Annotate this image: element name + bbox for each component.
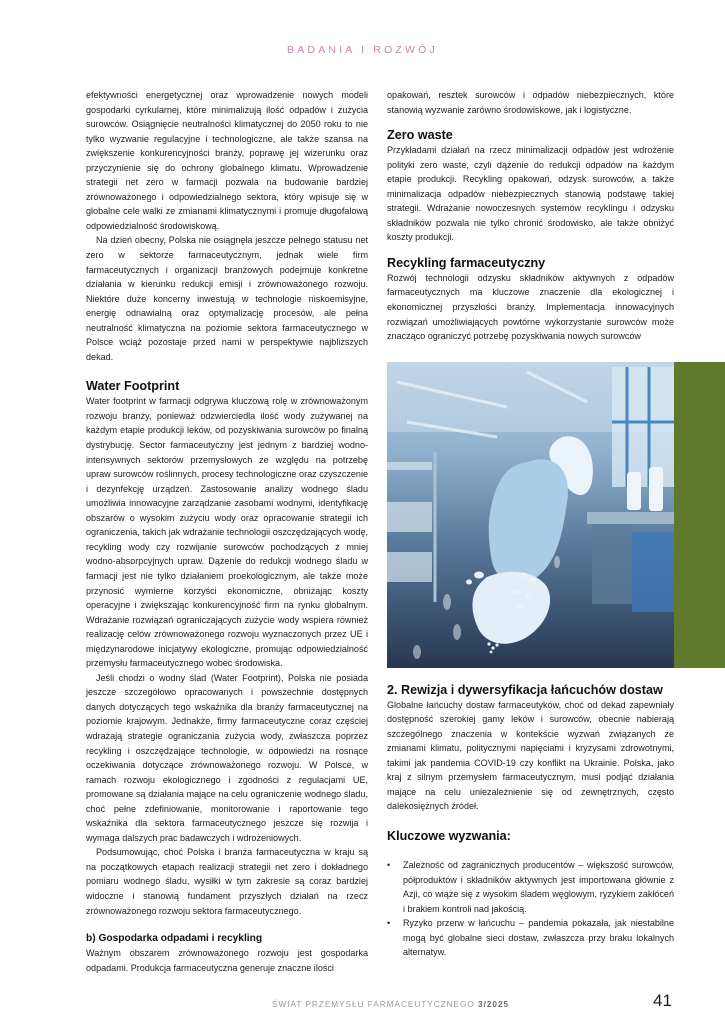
bullet-icon: • xyxy=(387,918,391,929)
challenges-list xyxy=(387,858,674,960)
page-number: 41 xyxy=(653,991,672,1010)
list-item xyxy=(387,858,674,916)
paragraph-water-footprint: Water footprint w farmacji odgrywa kluczową rolę w zrównoważonym rozwoju branży, ponieważ odzwierciedla ilość wody zużywanej na każdym etapie produkcji leków, od pozyskiwania surowców po finalną dystrybucję. Sector farmaceutyczny jest jednym z bardziej wodno-intensywnych sektorów przemysłowych ze względu na potrzebę upraw surowców roślinnych, procesy technologiczne oraz czyszczenie i dezynfekcję urządzeń. Zastosowanie analizy wodnego śladu umożliwia innowacyjne zarządzanie zasobami wodnymi, identyfikację obszarów o wysokim zużyciu wody oraz opracowanie strategii ich ograniczenia, takich jak wdrażanie technologii oszczędzających wodę, recykling wody czy rozwijanie surowców pochodzących z mniej wodno-absorpcyjnych upraw. Dążenie do redukcji wodnego śladu w farmacji jest nie tylko działaniem proekologicznym, ale także może przynosić wymierne korzyści ekonomiczne, obniżając koszty operacyjne i zwiększając konkurencyjność firm na rynku globalnym. Wdrażanie rozwiązań ograniczających zużycie wody wspiera również realizację celów zrównoważonego rozwoju wyznaczonych przez UE i międzynarodowe inicjatywy ekologiczne, promując odpowiedzialność przemysłu farmaceutycznego wobec środowiska. xyxy=(86,396,368,669)
accent-color-band xyxy=(674,362,725,668)
lab-footprint-photo xyxy=(387,362,674,668)
footprint-icon xyxy=(466,436,593,653)
paragraph-water-poland: Jeśli chodzi o wodny ślad (Water Footprint), Polska nie posiada jeszcze szczegółowo opracowanych i powszechnie dostępnych danych dotyczących tego wskaźnika dla branży farmaceutycznej na poziomie krajowym. Jednakże, firmy farmaceutyczne coraz częściej wdrażają strategie ograniczania zużycia wody, zwłaszcza poprzez recykling i oszczędzające technologie, w odpowiedzi na rosnące oczekiwania dotyczące zrównoważonego rozwoju. W Polsce, w ramach rozwoju ekologicznego i zgodności z regulacjami UE, promowane są działania mające na celu ograniczenie wodnego śladu, choć pełne zdefiniowanie, monitorowanie i raportowanie tego wskaźnika dla sektora farmaceutycznego jeszcze się rozwija i wymaga dalszych prac badawczych i wdrożeniowych. xyxy=(86,672,368,843)
heading-key-challenges: Kluczowe wyzwania: xyxy=(387,829,511,844)
section-running-head: BADANIA I ROZWÓJ xyxy=(287,44,438,56)
paragraph-supply-chain: Globalne łańcuchy dostaw farmaceutyków, choć od dekad zapewniały dostępność szerokiej gamy leków i surowców, obecnie nabierają szczególnego znaczenia w kontekście wyzwań związanych ze zmianami klimatu, politycznymi napięciami i kryzysami zdrowotnymi, takimi jak pandemia COVID-19 czy konflikt na Ukrainie. Polska, jako kraj z silnym przemysłem farmaceutycznym, musi podjąć działania mające na celu uniezależnienie się od zewnętrznych, często dalekosiężnych źródeł. xyxy=(387,699,674,812)
issue-number: 3/2025 xyxy=(478,1000,510,1009)
paragraph-net-zero-continued: efektywności energetycznej oraz wprowadzenie nowych modeli gospodarki cyrkularnej, które minimalizują ilość odpadów i zużycia surowców. Osiągnięcie neutralności klimatycznej do 2050 roku to nie tylko wyzwanie regulacyjne i technologiczne, ale także szansa na zwiększenie konkurencyjności branży, poprawę jej wizerunku oraz przyczynienie się do ochrony globalnego klimatu. Wprowadzenie strategii net zero w farmacji pozwala na budowanie bardziej zrównoważonego i odpowiedzialnego sektora, który wpisuje się w globalne cele walki ze zmianami klimatycznymi i promuje długofalową odpowiedzialność środowiskową. xyxy=(86,90,368,231)
heading-supply-chain: 2. Rewizja i dywersyfikacja łańcuchów dostaw xyxy=(387,682,663,697)
heading-pharma-recycling: Recykling farmaceutyczny xyxy=(387,255,546,270)
paragraph-waste-continued: opakowań, resztek surowców i odpadów niebezpiecznych, które stanowią wyzwanie zarówno środowiskowe, jak i logistyczne. xyxy=(387,90,674,115)
bullet-icon: • xyxy=(387,860,391,871)
heading-waste-management: b) Gospodarka odpadami i recykling xyxy=(86,933,263,945)
paragraph-zero-waste: Przykładami działań na rzecz minimalizacji odpadów jest wdrożenie polityki zero waste, czyli dążenie do redukcji odpadów na każdym etapie produkcji. Recykling opakowań, odzysk surowców, a także minimalizacja odpadów niebezpiecznych stanowią podstawę takiej strategii. Wdrażanie nowoczesnych systemów recyklingu i odzysku składników pozwala nie tylko chronić środowisko, ale także obniżyć koszty produkcji. xyxy=(387,145,674,243)
list-item-text: Ryzyko przerw w łańcuchu – pandemia pokazała, jak niestabilne mogą być globalne sieci dostaw, zwłaszcza przy braku lokalnych alternatyw. xyxy=(403,918,674,958)
left-column xyxy=(86,88,368,975)
heading-water-footprint: Water Footprint xyxy=(86,379,180,394)
list-item-text: Zależność od zagranicznych producentów – większość surowców, półproduktów i składników aktywnych jest importowana głównie z Azji, co wiąże się z wysokim śladem węglowym, ryzykiem zakłóceń i brakiem kontroli nad jakością. xyxy=(403,860,674,914)
paragraph-summary: Podsumowując, choć Polska i branża farmaceutyczna w kraju są na początkowych etapach realizacji strategii net zero i dokładnego pomiaru wodnego śladu, wysiłki w tym zakresie są coraz bardziej widoczne i stanowią fundament przyszłych działań na rzecz zrównoważonego rozwoju sektora farmaceutycznego. xyxy=(86,847,368,916)
paragraph-pharma-recycling: Rozwój technologii odzysku składników aktywnych z odpadów farmaceutycznych ma kluczowe znaczenie dla ekologicznej i ekonomicznej przyszłości branży. Implementacja innowacyjnych rozwiązań umożliwiających powtórne wykorzystanie surowców może znacząco ograniczyć potrzebę pozyskiwania nowych surowców xyxy=(387,272,674,342)
paragraph-poland-status: Na dzień obecny, Polska nie osiągnęła jeszcze pełnego statusu net zero w sektorze farmaceutycznym, jednak wiele firm farmaceutycznych i organizacji branżowych podejmuje konkretne działania w kierunku redukcji emisji i zrównoważonego rozwoju. Niektóre duże koncerny inwestują w technologie niskoemisyjne, energię odnawialną oraz optymalizację procesów, ale pełna neutralność klimatyczna na poziomie sektora farmaceutycznego w Polsce wciąż pozostaje przed nami w perspektywie najbliższych dekad. xyxy=(86,235,368,362)
list-item xyxy=(387,916,674,960)
paragraph-waste-management: Ważnym obszarem zrównoważonego rozwoju jest gospodarka odpadami. Produkcja farmaceutyczna generuje znaczne ilości xyxy=(86,948,368,973)
magazine-footer xyxy=(272,1000,509,1009)
magazine-title: ŚWIAT PRZEMYSŁU FARMACEUTYCZNEGO xyxy=(272,1000,475,1009)
heading-zero-waste: Zero waste xyxy=(387,128,453,143)
